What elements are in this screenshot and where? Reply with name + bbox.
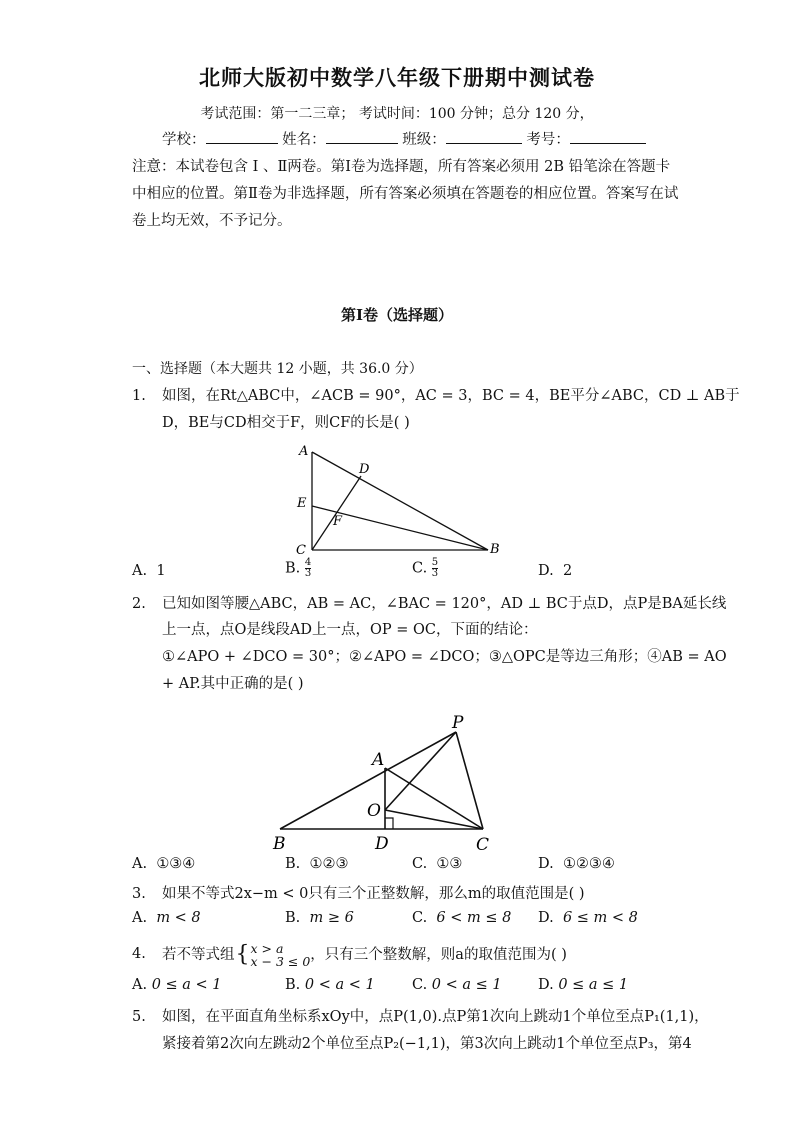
q4-option-b-text: 0 < a < 1 [304,977,375,993]
q2-option-b-letter: B. [285,856,301,872]
exam-title: 北师大版初中数学八年级下册期中测试卷 [199,65,595,90]
segment-op [385,732,456,810]
q4-brace: { [235,942,250,967]
q3-option-c[interactable] [412,910,511,926]
q2-option-c-text: ①③ [436,856,463,872]
q4-option-c-text: 0 < a ≤ 1 [431,977,502,993]
label-c: C [296,543,306,558]
q1-option-c-letter: C. [412,560,428,577]
q2-stem-line3: ①∠APO + ∠DCO = 30°；②∠APO = ∠DCO；③△OPC是等边三角形；④AB = AO [162,649,727,665]
q2-option-d-letter: D. [538,856,554,872]
q1-stem-line2: D，BE与CD相交于F，则CF的长是( ) [162,415,410,431]
student-info-row [162,128,646,152]
q2-option-d-text: ①②③④ [562,856,615,872]
q1-option-d-text: 2 [562,563,573,579]
label-e: E [297,496,307,511]
q3-option-b-text: m ≥ 6 [309,910,354,926]
q1-option-b-letter: B. [285,560,301,577]
label-d: D [375,834,389,854]
q4-option-d-letter: D. [538,977,554,993]
q3-number: 3. [132,886,146,902]
label-c: C [476,835,490,855]
q1-figure [290,440,510,558]
q3-option-d[interactable] [538,910,638,926]
q1-option-c-den: 3 [431,568,439,579]
q3-option-c-text: 6 < m ≤ 8 [436,910,512,926]
q3-option-d-letter: D. [538,910,554,926]
name-blank [326,129,398,144]
q1-option-a[interactable] [132,563,166,579]
label-o: O [367,801,381,821]
q1-option-c-num: 5 [431,557,439,568]
school-label: 学校： [162,132,206,148]
q3-option-a[interactable] [132,910,201,926]
q2-stem-line4: + AP.其中正确的是( ) [162,676,304,692]
note-line-1: 注意：本试卷包含 Ⅰ 、Ⅱ两卷。第Ⅰ卷为选择题，所有答案必须用 2B 铅笔涂在答题卡 [132,159,671,175]
q4-system-line1: x > a [250,941,284,956]
q3-option-b-letter: B. [285,910,301,926]
q1-option-d-letter: D. [538,563,554,579]
q3-option-a-letter: A. [132,910,148,926]
q4-option-b-letter: B. [285,977,301,993]
q4-number: 4. [132,946,146,962]
id-label: 考号： [526,132,570,148]
q4-suffix: ，只有三个整数解，则a的取值范围为( ) [310,947,567,963]
q2-option-c-letter: C. [412,856,428,872]
name-label: 姓名： [282,132,326,148]
q4-option-a-text: 0 ≤ a < 1 [151,977,222,993]
q1-option-d[interactable] [538,563,572,579]
q4-option-d-text: 0 ≤ a ≤ 1 [558,977,629,993]
label-f: F [333,514,343,529]
label-b: B [273,834,286,854]
id-blank [570,129,646,144]
q4-option-a[interactable] [132,977,222,993]
note-line-3: 卷上均无效，不予记分。 [132,213,292,229]
q2-option-c[interactable] [412,856,462,872]
q4-option-c[interactable] [412,977,502,993]
q3-option-c-letter: C. [412,910,428,926]
part-title: 一、选择题（本大题共 12 小题，共 36.0 分） [132,361,423,377]
q2-option-a[interactable] [132,856,195,872]
q4-system-line2: x − 3 ≤ 0 [250,954,311,969]
q2-number: 2. [132,596,146,612]
q4-option-d[interactable] [538,977,628,993]
q4-option-c-letter: C. [412,977,428,993]
q1-option-a-text: 1 [156,563,166,579]
q4-stem [162,942,567,968]
label-p: P [452,713,464,733]
q3-option-d-text: 6 ≤ m < 8 [562,910,638,926]
label-b: B [490,542,500,557]
q4-system [251,942,311,968]
right-angle-mark [385,818,393,829]
q2-option-a-text: ①③④ [156,856,196,872]
q2-option-b[interactable] [285,856,348,872]
q1-option-b[interactable] [285,558,311,579]
q1-option-b-num: 4 [304,557,312,568]
label-a: A [372,750,385,770]
q4-option-b[interactable] [285,977,375,993]
q2-option-b-text: ①②③ [309,856,349,872]
q3-option-b[interactable] [285,910,354,926]
class-blank [446,129,522,144]
school-blank [206,129,278,144]
label-d: D [359,462,370,477]
q1-option-b-den: 3 [304,568,312,579]
q1-option-c-fraction [432,558,438,579]
q2-stem-line1: 已知如图等腰△ABC，AB = AC，∠BAC = 120°，AD ⊥ BC于点D，点P是BA延长线 [162,596,727,612]
exam-info: 考试范围：第一二三章； 考试时间：100 分钟；总分 120 分， [200,106,594,122]
q3-stem: 如果不等式2x−m < 0只有三个正整数解，那么m的取值范围是( ) [162,886,585,902]
label-a: A [299,444,309,459]
segment-cd [312,476,361,550]
q2-option-d[interactable] [538,856,615,872]
q1-number: 1. [132,388,146,404]
q4-option-a-letter: A. [132,977,148,993]
section-title: 第Ⅰ卷（选择题） [340,306,454,324]
q2-stem-line2: 上一点，点O是线段AD上一点，OP = OC，下面的结论： [162,622,538,638]
q1-option-b-fraction [305,558,311,579]
q3-option-a-text: m < 8 [156,910,201,926]
q2-figure [270,712,500,857]
q1-option-c[interactable] [412,558,438,579]
q1-stem-line1: 如图，在Rt△ABC中，∠ACB = 90°，AC = 3，BC = 4，BE平分∠ABC，CD ⊥ AB于 [162,388,740,404]
q4-prefix: 若不等式组 [162,947,235,963]
q2-option-a-letter: A. [132,856,148,872]
note-line-2: 中相应的位置。第Ⅱ卷为非选择题，所有答案必须填在答题卷的相应位置。答案写在试 [132,186,679,202]
class-label: 班级： [402,132,446,148]
segment-ab [312,452,488,550]
q5-stem-line1: 如图，在平面直角坐标系xOy中，点P(1,0).点P第1次向上跳动1个单位至点P₁(1,1)， [162,1009,709,1025]
q5-number: 5. [132,1009,146,1025]
q5-stem-line2: 紧接着第2次向左跳动2个单位至点P₂(−1,1)，第3次向上跳动1个单位至点P₃，第4 [162,1036,692,1052]
q1-option-a-letter: A. [132,563,148,579]
